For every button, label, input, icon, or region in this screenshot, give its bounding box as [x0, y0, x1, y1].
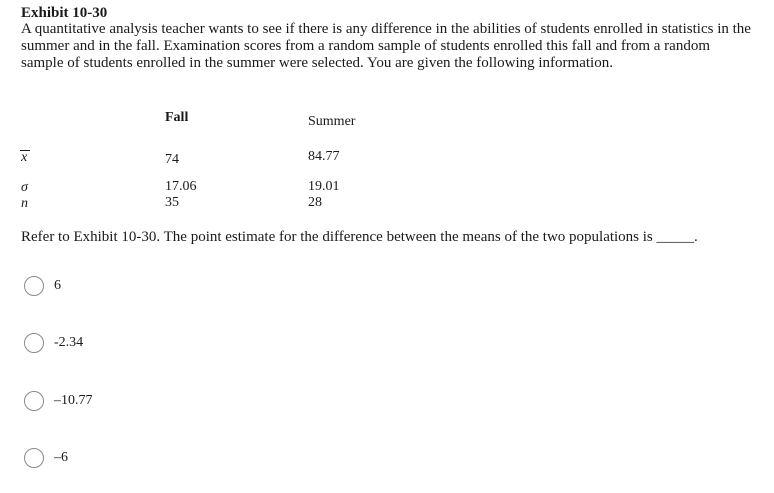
radio-button[interactable] — [24, 391, 44, 411]
answer-option-label[interactable]: -2.34 — [54, 335, 84, 350]
exhibit-intro: A quantitative analysis teacher wants to see if there is any difference in the abilities of students enrolled in statistics in the summer and in the fall. Examination scores from a random sample of students enrolled this fall and from a random sample of students enrolled in the summer were selected. You are given the following information. — [21, 21, 751, 71]
answer-option-label[interactable]: –10.77 — [54, 393, 93, 408]
summer-sigma-value: 19.01 — [308, 179, 340, 194]
column-header-fall: Fall — [165, 110, 189, 125]
summer-mean-value: 84.77 — [308, 149, 340, 164]
answer-option[interactable] — [24, 446, 68, 470]
answer-option-label[interactable]: 6 — [54, 278, 61, 293]
radio-button[interactable] — [24, 276, 44, 296]
radio-button[interactable] — [24, 333, 44, 353]
row-symbol-n: n — [21, 196, 28, 211]
exhibit-title: Exhibit 10-30 — [21, 5, 108, 21]
answer-option-label[interactable]: –6 — [54, 450, 68, 465]
xbar-symbol: x — [21, 150, 28, 165]
radio-button[interactable] — [24, 448, 44, 468]
row-symbol-sigma: σ — [21, 180, 28, 195]
question-text: Refer to Exhibit 10-30. The point estimate for the difference between the means of the two populations is _____. — [21, 229, 698, 245]
answer-option[interactable] — [24, 331, 83, 355]
fall-sigma-value: 17.06 — [165, 179, 197, 194]
answer-option[interactable] — [24, 274, 61, 298]
fall-n-value: 35 — [165, 195, 179, 210]
fall-mean-value: 74 — [165, 152, 179, 167]
summer-n-value: 28 — [308, 195, 322, 210]
row-symbol-xbar — [20, 150, 32, 166]
column-header-summer: Summer — [308, 114, 356, 129]
answer-option[interactable] — [24, 389, 93, 413]
